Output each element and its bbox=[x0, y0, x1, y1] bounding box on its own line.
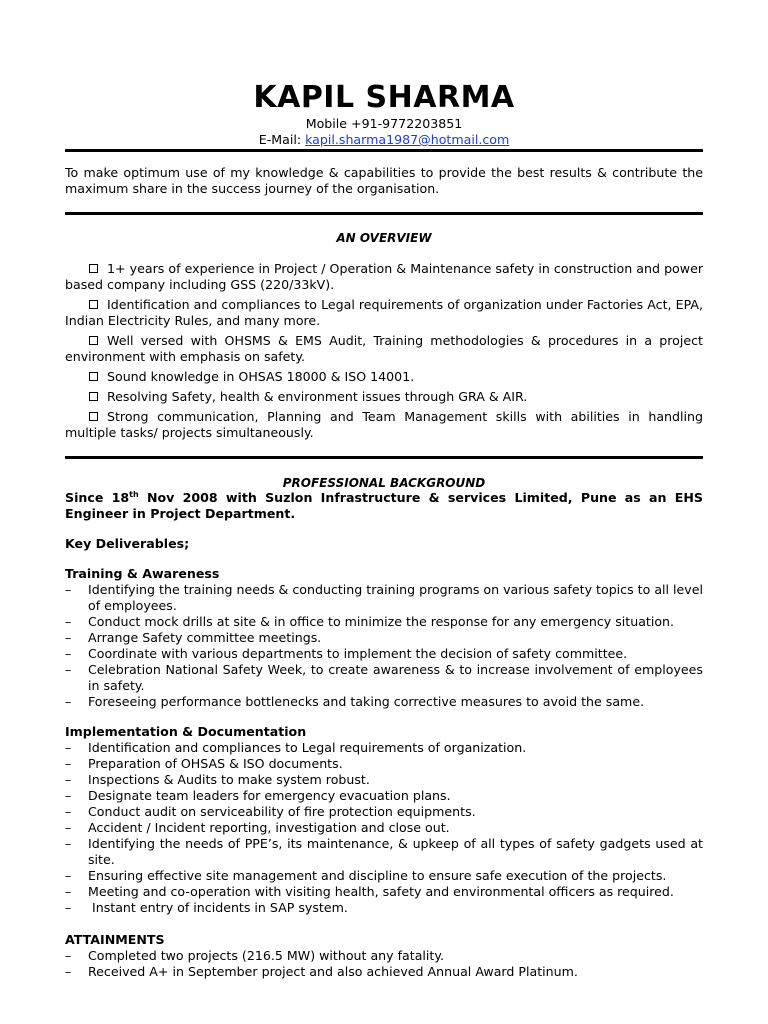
implementation-item bbox=[65, 804, 703, 820]
dash-bullet: – bbox=[65, 772, 72, 787]
implementation-item-text: Conduct audit on serviceability of fire protection equipments. bbox=[88, 804, 476, 819]
implementation-item bbox=[65, 788, 703, 804]
overview-divider bbox=[65, 456, 703, 459]
training-item bbox=[65, 646, 703, 662]
overview-item bbox=[65, 261, 703, 293]
dash-bullet: – bbox=[65, 614, 72, 629]
dash-bullet: – bbox=[65, 788, 72, 803]
training-item bbox=[65, 662, 708, 694]
dash-bullet: – bbox=[65, 884, 72, 899]
objective-text: To make optimum use of my knowledge & capabilities to provide the best results & contribute the maximum share in the success journey of the organisation. bbox=[65, 165, 703, 196]
checkbox-bullet-icon bbox=[89, 392, 98, 401]
dash-bullet: – bbox=[65, 630, 72, 645]
dash-bullet: – bbox=[65, 868, 72, 883]
training-item bbox=[65, 614, 703, 630]
implementation-item bbox=[65, 836, 708, 868]
checkbox-bullet-icon bbox=[89, 264, 98, 273]
dash-bullet: – bbox=[65, 756, 72, 771]
checkbox-bullet-icon bbox=[89, 300, 98, 309]
implementation-item-text: Ensuring effective site management and discipline to ensure safe execution of the projects. bbox=[88, 868, 667, 883]
checkbox-bullet-icon bbox=[89, 336, 98, 345]
overview-item-text: Sound knowledge in OHSAS 18000 & ISO 14001. bbox=[107, 369, 415, 384]
dash-bullet: – bbox=[65, 646, 72, 661]
dash-bullet: – bbox=[65, 582, 72, 597]
email-line bbox=[65, 132, 703, 148]
overview-item bbox=[65, 369, 703, 385]
training-item-text: Arrange Safety committee meetings. bbox=[88, 630, 322, 645]
implementation-item-text: Meeting and co-operation with visiting health, safety and environmental officers as required. bbox=[88, 884, 674, 899]
implementation-item-text: Preparation of OHSAS & ISO documents. bbox=[88, 756, 343, 771]
employment-intro bbox=[65, 490, 703, 522]
attainments-heading: ATTAINMENTS bbox=[65, 932, 165, 947]
objective-divider bbox=[65, 212, 703, 215]
intro-superscript: th bbox=[129, 489, 139, 499]
training-item bbox=[65, 630, 703, 646]
dash-bullet: – bbox=[65, 740, 72, 755]
overview-item bbox=[65, 333, 703, 365]
professional-title: PROFESSIONAL BACKGROUND bbox=[282, 476, 486, 490]
implementation-item bbox=[65, 884, 703, 900]
attainment-item bbox=[65, 948, 703, 964]
implementation-item bbox=[65, 868, 703, 884]
checkbox-bullet-icon bbox=[89, 412, 98, 421]
implementation-item-text: Designate team leaders for emergency evacuation plans. bbox=[88, 788, 451, 803]
overview-item bbox=[65, 409, 703, 441]
dash-bullet: – bbox=[65, 694, 72, 709]
dash-bullet: – bbox=[65, 820, 72, 835]
implementation-item-text: Accident / Incident reporting, investigation and close out. bbox=[88, 820, 450, 835]
implementation-item-text: Identifying the needs of PPE’s, its maintenance, & upkeep of all types of safety gadgets used at site. bbox=[88, 836, 708, 867]
overview-item bbox=[65, 297, 703, 329]
implementation-list bbox=[65, 740, 708, 916]
overview-list bbox=[65, 261, 703, 445]
training-item-text: Foreseeing performance bottlenecks and taking corrective measures to avoid the same. bbox=[88, 694, 645, 709]
implementation-item bbox=[65, 820, 703, 836]
candidate-name: KAPIL SHARMA bbox=[253, 80, 515, 115]
overview-item-text: Identification and compliances to Legal requirements of organization under Factories Act, EPA, Indian Electricity Rules, and many more. bbox=[65, 297, 703, 328]
training-item bbox=[65, 694, 703, 710]
implementation-item bbox=[65, 740, 703, 756]
overview-title: AN OVERVIEW bbox=[336, 231, 432, 245]
implementation-item-text: Instant entry of incidents in SAP system. bbox=[88, 900, 348, 915]
training-list bbox=[65, 582, 708, 710]
training-item-text: Coordinate with various departments to implement the decision of safety committee. bbox=[88, 646, 628, 661]
dash-bullet: – bbox=[65, 900, 72, 915]
overview-item-text: Well versed with OHSMS & EMS Audit, Training methodologies & procedures in a project environment with emphasis on safety. bbox=[65, 333, 703, 364]
implementation-item-text: Inspections & Audits to make system robust. bbox=[88, 772, 370, 787]
overview-item bbox=[65, 389, 703, 405]
key-deliverables-heading: Key Deliverables; bbox=[65, 536, 190, 551]
intro-rest: Nov 2008 with Suzlon Infrastructure & services Limited, Pune as an EHS Engineer in Project Department. bbox=[65, 490, 703, 521]
training-heading: Training & Awareness bbox=[65, 566, 220, 581]
dash-bullet: – bbox=[65, 964, 72, 979]
overview-item-text: Strong communication, Planning and Team Management skills with abilities in handling multiple tasks/ projects simultaneously. bbox=[65, 409, 703, 440]
dash-bullet: – bbox=[65, 948, 72, 963]
dash-bullet: – bbox=[65, 836, 72, 851]
email-label: E-Mail: bbox=[258, 132, 306, 147]
attainment-item bbox=[65, 964, 703, 980]
mobile-line: Mobile +91-9772203851 bbox=[305, 116, 463, 131]
overview-item-text: Resolving Safety, health & environment issues through GRA & AIR. bbox=[107, 389, 528, 404]
email-link[interactable]: kapil.sharma1987@hotmail.com bbox=[305, 132, 510, 147]
implementation-item-text: Identification and compliances to Legal requirements of organization. bbox=[88, 740, 527, 755]
checkbox-bullet-icon bbox=[89, 372, 98, 381]
attainments-list bbox=[65, 948, 703, 980]
overview-item-text: 1+ years of experience in Project / Operation & Maintenance safety in construction and power based company including GSS (220/33kV). bbox=[65, 261, 703, 292]
training-item-text: Identifying the training needs & conducting training programs on various safety topics to all level of employees. bbox=[88, 582, 708, 613]
implementation-item bbox=[65, 900, 703, 916]
attainment-item-text: Completed two projects (216.5 MW) without any fatality. bbox=[88, 948, 445, 963]
training-item-text: Celebration National Safety Week, to create awareness & to increase involvement of employees in safety. bbox=[88, 662, 708, 693]
intro-prefix: Since 18 bbox=[65, 490, 130, 505]
implementation-item bbox=[65, 756, 703, 772]
header-divider bbox=[65, 149, 703, 152]
implementation-heading: Implementation & Documentation bbox=[65, 724, 307, 739]
dash-bullet: – bbox=[65, 662, 72, 677]
implementation-item bbox=[65, 772, 703, 788]
training-item bbox=[65, 582, 708, 614]
dash-bullet: – bbox=[65, 804, 72, 819]
training-item-text: Conduct mock drills at site & in office to minimize the response for any emergency situation. bbox=[88, 614, 675, 629]
attainment-item-text: Received A+ in September project and also achieved Annual Award Platinum. bbox=[88, 964, 578, 979]
